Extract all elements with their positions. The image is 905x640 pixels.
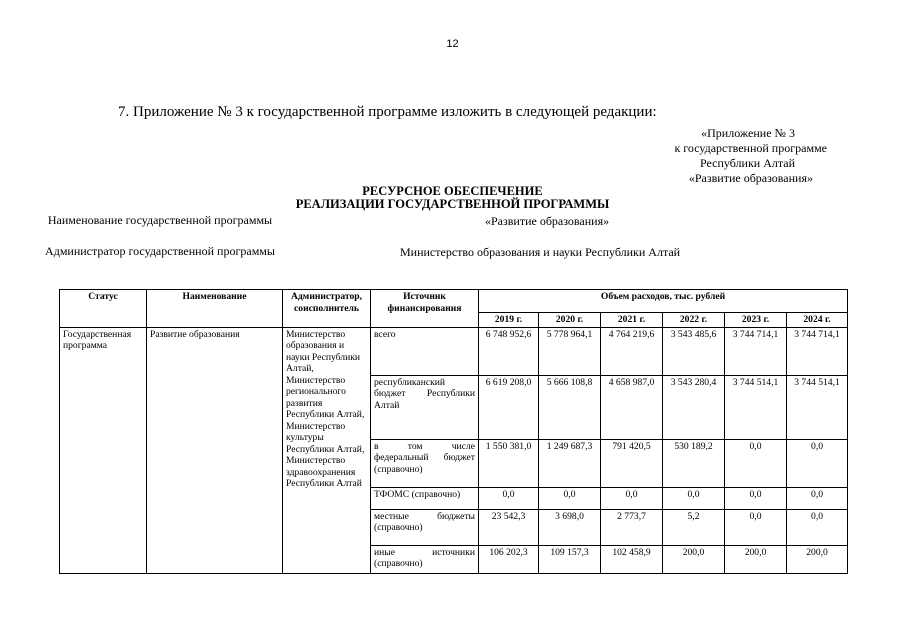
value-cell: 6 748 952,6 (479, 327, 539, 375)
source-cell: республиканский бюджет Республики Алтай (371, 375, 479, 439)
value-cell: 200,0 (725, 545, 787, 573)
resource-table (59, 289, 848, 574)
value-cell: 109 157,3 (539, 545, 601, 573)
appendix-line-1: «Приложение № 3 (701, 126, 795, 140)
value-cell: 5 778 964,1 (539, 327, 601, 375)
value-cell: 3 744 514,1 (787, 375, 848, 439)
header-name: Наименование (147, 290, 283, 328)
admin-item: Министерство культуры Республики Алтай, (286, 420, 365, 455)
value-cell: 0,0 (787, 439, 848, 487)
value-cell: 0,0 (725, 439, 787, 487)
program-admin-value: Министерство образования и науки Республики Алтай (400, 245, 681, 259)
header-year: 2024 г. (787, 313, 848, 328)
value-cell: 3 744 714,1 (787, 327, 848, 375)
source-cell: в том числе федеральный бюджет (справочно) (371, 439, 479, 487)
value-cell: 0,0 (787, 487, 848, 509)
appendix-line-4: «Развитие образования» (688, 171, 813, 185)
document-title-line-2: РЕАЛИЗАЦИИ ГОСУДАРСТВЕННОЙ ПРОГРАММЫ (295, 197, 610, 211)
appendix-line-3: Республики Алтай (700, 156, 795, 170)
value-cell: 1 550 381,0 (479, 439, 539, 487)
value-cell: 0,0 (601, 487, 663, 509)
value-cell: 3 543 280,4 (663, 375, 725, 439)
value-cell: 5 666 108,8 (539, 375, 601, 439)
program-admin-label: Администратор государственной программы (45, 244, 275, 258)
header-year: 2020 г. (539, 313, 601, 328)
value-cell: 3 543 485,6 (663, 327, 725, 375)
source-cell: всего (371, 327, 479, 375)
admin-cell (283, 327, 371, 573)
intro-text: 7. Приложение № 3 к государственной программе изложить в следующей редакции: (118, 104, 657, 120)
header-year: 2021 г. (601, 313, 663, 328)
status-cell: Государственная программа (60, 327, 147, 573)
header-year: 2022 г. (663, 313, 725, 328)
header-volume: Объем расходов, тыс. рублей (479, 290, 848, 313)
value-cell: 0,0 (725, 487, 787, 509)
source-cell: ТФОМС (справочно) (371, 487, 479, 509)
value-cell: 106 202,3 (479, 545, 539, 573)
document-title-line-1: РЕСУРСНОЕ ОБЕСПЕЧЕНИЕ (362, 184, 543, 198)
appendix-line-2: к государственной программе (674, 141, 827, 155)
admin-item: Министерство здравоохранения Республики Алтай (286, 455, 362, 489)
page-number: 12 (446, 38, 459, 50)
value-cell: 102 458,9 (601, 545, 663, 573)
program-name-label: Наименование государственной программы (47, 213, 273, 227)
value-cell: 0,0 (787, 509, 848, 545)
value-cell: 4 658 987,0 (601, 375, 663, 439)
value-cell: 4 764 219,6 (601, 327, 663, 375)
value-cell: 23 542,3 (479, 509, 539, 545)
header-year: 2019 г. (479, 313, 539, 328)
value-cell: 2 773,7 (601, 509, 663, 545)
value-cell: 0,0 (663, 487, 725, 509)
program-name-value: «Развитие образования» (485, 214, 610, 228)
value-cell: 200,0 (787, 545, 848, 573)
header-source: Источник финансирования (371, 290, 479, 328)
header-admin: Администратор, соисполнитель (283, 290, 371, 328)
value-cell: 0,0 (539, 487, 601, 509)
value-cell: 200,0 (663, 545, 725, 573)
value-cell: 0,0 (479, 487, 539, 509)
value-cell: 3 744 714,1 (725, 327, 787, 375)
value-cell: 5,2 (663, 509, 725, 545)
header-status: Статус (60, 290, 147, 328)
admin-item: Министерство регионального развития Республики Алтай, (286, 374, 365, 420)
program-name-cell: Развитие образования (147, 327, 283, 573)
source-cell: иные источники (справочно) (371, 545, 479, 573)
value-cell: 0,0 (725, 509, 787, 545)
value-cell: 530 189,2 (663, 439, 725, 487)
value-cell: 791 420,5 (601, 439, 663, 487)
value-cell: 1 249 687,3 (539, 439, 601, 487)
value-cell: 3 698,0 (539, 509, 601, 545)
header-year: 2023 г. (725, 313, 787, 328)
value-cell: 6 619 208,0 (479, 375, 539, 439)
admin-item: Министерство образования и науки Республики Алтай, (286, 328, 361, 374)
table-row (60, 327, 848, 375)
source-cell: местные бюджеты (справочно) (371, 509, 479, 545)
value-cell: 3 744 514,1 (725, 375, 787, 439)
